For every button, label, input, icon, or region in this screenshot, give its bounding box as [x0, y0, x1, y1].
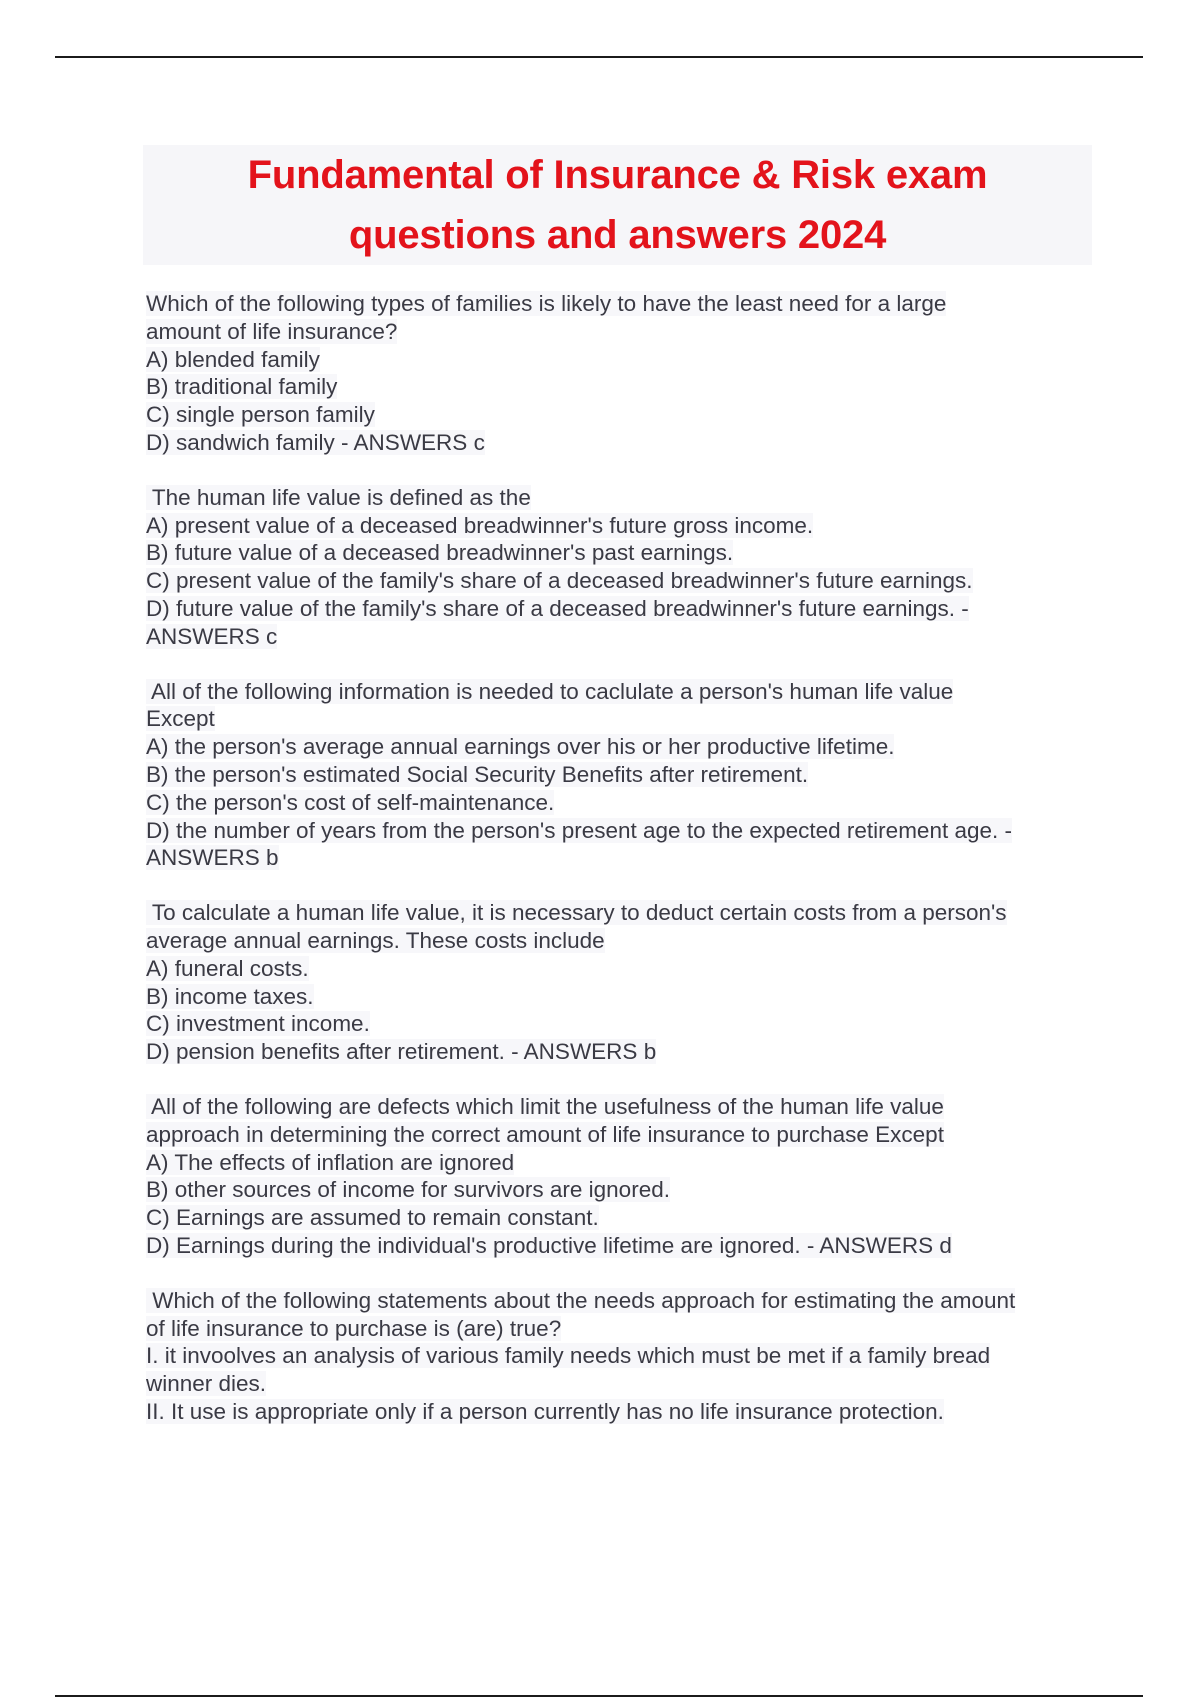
question-line-text: B) income taxes.	[146, 983, 314, 1009]
top-rule	[55, 56, 1143, 58]
question-line	[146, 290, 1086, 318]
question-line	[146, 1398, 1086, 1426]
question-block	[146, 484, 1086, 651]
question-line	[146, 567, 1086, 595]
question-line	[146, 318, 1086, 346]
question-line-text: Which of the following types of families is likely to have the least need for a large	[146, 291, 947, 316]
title-line-1: Fundamental of Insurance & Risk exam	[247, 153, 988, 197]
question-line	[146, 1287, 1086, 1315]
question-line-text: All of the following information is needed to caclulate a person's human life value	[146, 678, 954, 704]
question-line-text: D) pension benefits after retirement. - ANSWERS b	[146, 1039, 657, 1065]
question-line-text: A) The effects of inflation are ignored	[146, 1149, 515, 1175]
question-line-text: winner dies.	[146, 1371, 267, 1397]
question-line	[146, 899, 1086, 927]
question-line	[146, 1315, 1086, 1343]
question-line	[146, 1149, 1086, 1177]
question-line-text: C) Earnings are assumed to remain constant.	[146, 1205, 599, 1231]
question-line	[146, 484, 1086, 512]
question-list	[146, 290, 1086, 1453]
question-line-text: B) future value of a deceased breadwinner's past earnings.	[146, 540, 734, 566]
question-line-text: A) funeral costs.	[146, 955, 309, 981]
question-line-text: D) the number of years from the person's present age to the expected retirement age. -	[146, 817, 1012, 843]
question-line-text: of life insurance to purchase is (are) true?	[146, 1315, 562, 1341]
question-line	[146, 1038, 1086, 1066]
question-line	[146, 595, 1086, 623]
question-line-text: A) blended family	[146, 346, 320, 372]
question-line	[146, 789, 1086, 817]
question-line-text: Except	[146, 706, 215, 732]
document-title	[143, 145, 1092, 265]
question-line-text: approach in determining the correct amount of life insurance to purchase Except	[146, 1121, 944, 1147]
question-line	[146, 1204, 1086, 1232]
question-line	[146, 983, 1086, 1011]
question-line-text: ANSWERS c	[146, 623, 278, 649]
question-line	[146, 761, 1086, 789]
question-line	[146, 733, 1086, 761]
question-line	[146, 539, 1086, 567]
question-line	[146, 1370, 1086, 1398]
question-line-text: II. It use is appropriate only if a person currently has no life insurance protection.	[146, 1398, 944, 1424]
question-line-text: average annual earnings. These costs include	[146, 927, 605, 953]
question-line	[146, 429, 1086, 457]
question-line	[146, 955, 1086, 983]
question-line-text: D) future value of the family's share of a deceased breadwinner's future earnings. -	[146, 595, 969, 621]
question-block	[146, 290, 1086, 457]
question-line	[146, 512, 1086, 540]
question-line-text: D) Earnings during the individual's productive lifetime are ignored. - ANSWERS d	[146, 1232, 952, 1258]
question-line-text: A) the person's average annual earnings over his or her productive lifetime.	[146, 734, 895, 760]
question-line	[146, 927, 1086, 955]
question-line-text: The human life value is defined as the	[146, 484, 531, 510]
question-line	[146, 401, 1086, 429]
question-line-text: B) other sources of income for survivors are ignored.	[146, 1177, 670, 1203]
question-line	[146, 1121, 1086, 1149]
question-line	[146, 1093, 1086, 1121]
question-block	[146, 899, 1086, 1066]
question-line-text: C) the person's cost of self-maintenance.	[146, 789, 555, 815]
question-block	[146, 678, 1086, 873]
question-line-text: All of the following are defects which limit the usefulness of the human life value	[146, 1093, 944, 1119]
question-line-text: C) present value of the family's share of a deceased breadwinner's future earnings.	[146, 568, 973, 594]
question-line-text: C) investment income.	[146, 1011, 370, 1037]
question-line-text: B) traditional family	[146, 374, 338, 400]
question-line-text: C) single person family	[146, 402, 375, 428]
question-line	[146, 678, 1086, 706]
question-line	[146, 1010, 1086, 1038]
question-line	[146, 1176, 1086, 1204]
question-line-text: Which of the following statements about the needs approach for estimating the amount	[146, 1287, 1016, 1313]
question-line-text: To calculate a human life value, it is necessary to deduct certain costs from a person's	[146, 900, 1007, 926]
question-line	[146, 1232, 1086, 1260]
bottom-rule	[55, 1695, 1143, 1697]
question-line-text: amount of life insurance?	[146, 318, 398, 344]
question-line-text: ANSWERS b	[146, 845, 279, 871]
title-line-2: questions and answers 2024	[348, 213, 887, 257]
question-block	[146, 1287, 1086, 1426]
question-line	[146, 705, 1086, 733]
question-line	[146, 346, 1086, 374]
question-line-text: D) sandwich family - ANSWERS c	[146, 429, 485, 455]
question-line-text: I. it invoolves an analysis of various family needs which must be met if a family bread	[146, 1343, 991, 1369]
question-line	[146, 844, 1086, 872]
question-block	[146, 1093, 1086, 1260]
question-line	[146, 817, 1086, 845]
question-line-text: A) present value of a deceased breadwinner's future gross income.	[146, 512, 814, 538]
question-line	[146, 373, 1086, 401]
question-line	[146, 1342, 1086, 1370]
question-line	[146, 623, 1086, 651]
question-line-text: B) the person's estimated Social Security Benefits after retirement.	[146, 761, 809, 787]
